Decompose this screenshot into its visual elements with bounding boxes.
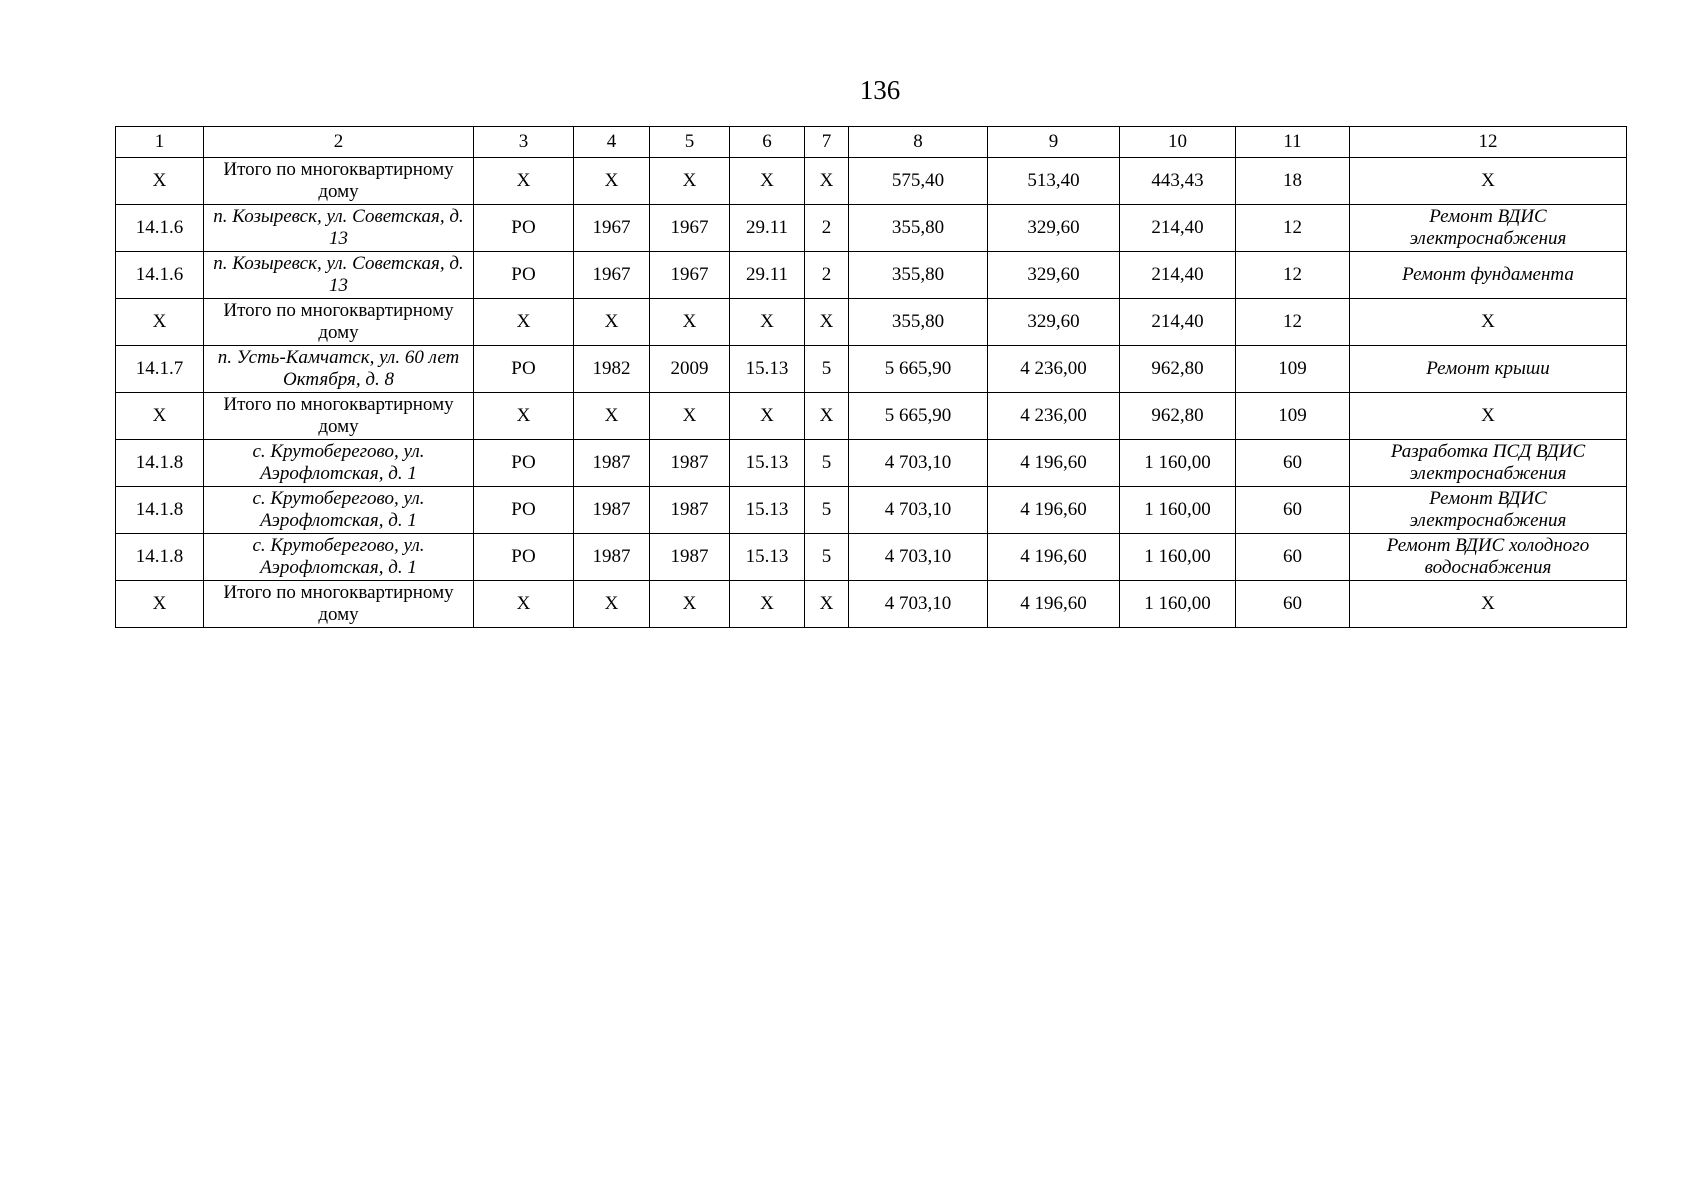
table-cell: 329,60 xyxy=(988,299,1120,346)
table-cell: 1 160,00 xyxy=(1120,581,1236,628)
table-cell: с. Крутоберегово, ул. Аэрофлотская, д. 1 xyxy=(204,440,474,487)
table-cell: 14.1.8 xyxy=(116,440,204,487)
table-cell: 1967 xyxy=(574,205,650,252)
table-cell: 1967 xyxy=(650,205,730,252)
table-cell: Х xyxy=(805,158,849,205)
table-cell: Х xyxy=(650,393,730,440)
table-cell: п. Козыревск, ул. Советская, д. 13 xyxy=(204,205,474,252)
table-cell: 60 xyxy=(1236,581,1350,628)
table-cell: с. Крутоберегово, ул. Аэрофлотская, д. 1 xyxy=(204,534,474,581)
table-row xyxy=(116,534,1627,581)
table-cell: Х xyxy=(730,581,805,628)
table-cell: 2 xyxy=(805,252,849,299)
table-cell: Х xyxy=(574,299,650,346)
table-cell: Х xyxy=(805,581,849,628)
table-cell: 14.1.8 xyxy=(116,534,204,581)
table-cell: Х xyxy=(730,299,805,346)
table-cell: 109 xyxy=(1236,393,1350,440)
table-cell: 4 196,60 xyxy=(988,534,1120,581)
table-cell: 962,80 xyxy=(1120,346,1236,393)
table-cell: 1987 xyxy=(574,534,650,581)
header-cell: 4 xyxy=(574,127,650,158)
table-cell: 1 160,00 xyxy=(1120,440,1236,487)
table-body xyxy=(116,127,1627,628)
table-cell: 18 xyxy=(1236,158,1350,205)
table-cell: Х xyxy=(650,158,730,205)
table-cell: 214,40 xyxy=(1120,252,1236,299)
table-row xyxy=(116,252,1627,299)
table-cell: 2 xyxy=(805,205,849,252)
header-cell: 6 xyxy=(730,127,805,158)
table-cell: 5 xyxy=(805,440,849,487)
table-cell: Х xyxy=(116,158,204,205)
table-cell: Ремонт ВДИС холодного водоснабжения xyxy=(1350,534,1627,581)
table-cell: РО xyxy=(474,487,574,534)
table-cell: Ремонт ВДИС электроснабжения xyxy=(1350,487,1627,534)
table-row-total xyxy=(116,581,1627,628)
table-cell: 214,40 xyxy=(1120,299,1236,346)
table-cell: 1987 xyxy=(574,440,650,487)
table-cell: 355,80 xyxy=(849,205,988,252)
table-cell: 109 xyxy=(1236,346,1350,393)
table-cell: Итого по многоквартирному дому xyxy=(204,393,474,440)
header-cell: 1 xyxy=(116,127,204,158)
table-cell: Х xyxy=(116,581,204,628)
table-cell: РО xyxy=(474,346,574,393)
table-cell: 60 xyxy=(1236,534,1350,581)
table-cell: 12 xyxy=(1236,252,1350,299)
table-row xyxy=(116,440,1627,487)
table-cell: 1 160,00 xyxy=(1120,487,1236,534)
table-cell: 15.13 xyxy=(730,346,805,393)
table-cell: 2009 xyxy=(650,346,730,393)
table-cell: Х xyxy=(574,581,650,628)
table-cell: Х xyxy=(1350,158,1627,205)
table-cell: 1967 xyxy=(574,252,650,299)
table-cell: Х xyxy=(1350,393,1627,440)
table-cell: 355,80 xyxy=(849,252,988,299)
table-cell: Х xyxy=(574,158,650,205)
table-cell: 1987 xyxy=(574,487,650,534)
table-cell: 1987 xyxy=(650,487,730,534)
header-cell: 11 xyxy=(1236,127,1350,158)
header-cell: 12 xyxy=(1350,127,1627,158)
table-row-total xyxy=(116,393,1627,440)
table-cell: 14.1.6 xyxy=(116,205,204,252)
table-cell: 962,80 xyxy=(1120,393,1236,440)
table-cell: 5 xyxy=(805,534,849,581)
header-cell: 9 xyxy=(988,127,1120,158)
table-row xyxy=(116,205,1627,252)
table-cell: РО xyxy=(474,205,574,252)
table-cell: Итого по многоквартирному дому xyxy=(204,581,474,628)
table-cell: 4 196,60 xyxy=(988,440,1120,487)
table-cell: 29.11 xyxy=(730,205,805,252)
table-row-total xyxy=(116,299,1627,346)
table-row-total xyxy=(116,158,1627,205)
table-cell: 1 160,00 xyxy=(1120,534,1236,581)
table-cell: 1987 xyxy=(650,534,730,581)
table-cell: Х xyxy=(116,393,204,440)
table-cell: 12 xyxy=(1236,205,1350,252)
table-cell: Х xyxy=(474,299,574,346)
table-cell: 513,40 xyxy=(988,158,1120,205)
table-cell: 1987 xyxy=(650,440,730,487)
table-row xyxy=(116,346,1627,393)
table-cell: Ремонт крыши xyxy=(1350,346,1627,393)
table-cell: 60 xyxy=(1236,440,1350,487)
table-cell: п. Усть-Камчатск, ул. 60 лет Октября, д. 8 xyxy=(204,346,474,393)
table-cell: Х xyxy=(805,393,849,440)
table-cell: РО xyxy=(474,534,574,581)
table-cell: Итого по многоквартирному дому xyxy=(204,158,474,205)
table-cell: Х xyxy=(1350,299,1627,346)
table-cell: 4 196,60 xyxy=(988,581,1120,628)
table-cell: 443,43 xyxy=(1120,158,1236,205)
table-cell: 15.13 xyxy=(730,440,805,487)
table-cell: Х xyxy=(474,581,574,628)
header-cell: 5 xyxy=(650,127,730,158)
table-cell: Итого по многоквартирному дому xyxy=(204,299,474,346)
table-cell: Х xyxy=(574,393,650,440)
table-cell: Х xyxy=(116,299,204,346)
table-cell: с. Крутоберегово, ул. Аэрофлотская, д. 1 xyxy=(204,487,474,534)
table-cell: 14.1.8 xyxy=(116,487,204,534)
table-cell: 4 703,10 xyxy=(849,487,988,534)
table-cell: Х xyxy=(650,299,730,346)
header-cell: 3 xyxy=(474,127,574,158)
table-cell: 575,40 xyxy=(849,158,988,205)
table-cell: 1967 xyxy=(650,252,730,299)
table-cell: Ремонт фундамента xyxy=(1350,252,1627,299)
table-cell: 15.13 xyxy=(730,534,805,581)
table-cell: 5 xyxy=(805,487,849,534)
header-cell: 8 xyxy=(849,127,988,158)
table-cell: 4 236,00 xyxy=(988,346,1120,393)
table-cell: Х xyxy=(1350,581,1627,628)
table-cell: 14.1.7 xyxy=(116,346,204,393)
table-cell: 12 xyxy=(1236,299,1350,346)
table-cell: 4 196,60 xyxy=(988,487,1120,534)
table-cell: Х xyxy=(805,299,849,346)
table-cell: 5 665,90 xyxy=(849,393,988,440)
table-cell: 4 236,00 xyxy=(988,393,1120,440)
table-cell: 15.13 xyxy=(730,487,805,534)
table-cell: Ремонт ВДИС электроснабжения xyxy=(1350,205,1627,252)
table-cell: 214,40 xyxy=(1120,205,1236,252)
table-cell: 29.11 xyxy=(730,252,805,299)
table-cell: 329,60 xyxy=(988,205,1120,252)
table-cell: 329,60 xyxy=(988,252,1120,299)
table-cell: 4 703,10 xyxy=(849,534,988,581)
table-cell: РО xyxy=(474,440,574,487)
table-cell: Х xyxy=(474,158,574,205)
header-cell: 10 xyxy=(1120,127,1236,158)
table-cell: РО xyxy=(474,252,574,299)
data-table xyxy=(115,126,1627,628)
table-cell: 14.1.6 xyxy=(116,252,204,299)
table-cell: 5 xyxy=(805,346,849,393)
table-cell: Х xyxy=(474,393,574,440)
table-row xyxy=(116,487,1627,534)
header-cell: 7 xyxy=(805,127,849,158)
table-cell: 60 xyxy=(1236,487,1350,534)
table-cell: Х xyxy=(650,581,730,628)
page-number: 136 xyxy=(859,75,901,105)
header-cell: 2 xyxy=(204,127,474,158)
header-row xyxy=(116,127,1627,158)
table-cell: 5 665,90 xyxy=(849,346,988,393)
table-cell: Разработка ПСД ВДИС электроснабжения xyxy=(1350,440,1627,487)
table-cell: 4 703,10 xyxy=(849,440,988,487)
table-cell: Х xyxy=(730,158,805,205)
table-cell: п. Козыревск, ул. Советская, д. 13 xyxy=(204,252,474,299)
table-cell: 1982 xyxy=(574,346,650,393)
table-cell: 4 703,10 xyxy=(849,581,988,628)
table-cell: 355,80 xyxy=(849,299,988,346)
table-cell: Х xyxy=(730,393,805,440)
